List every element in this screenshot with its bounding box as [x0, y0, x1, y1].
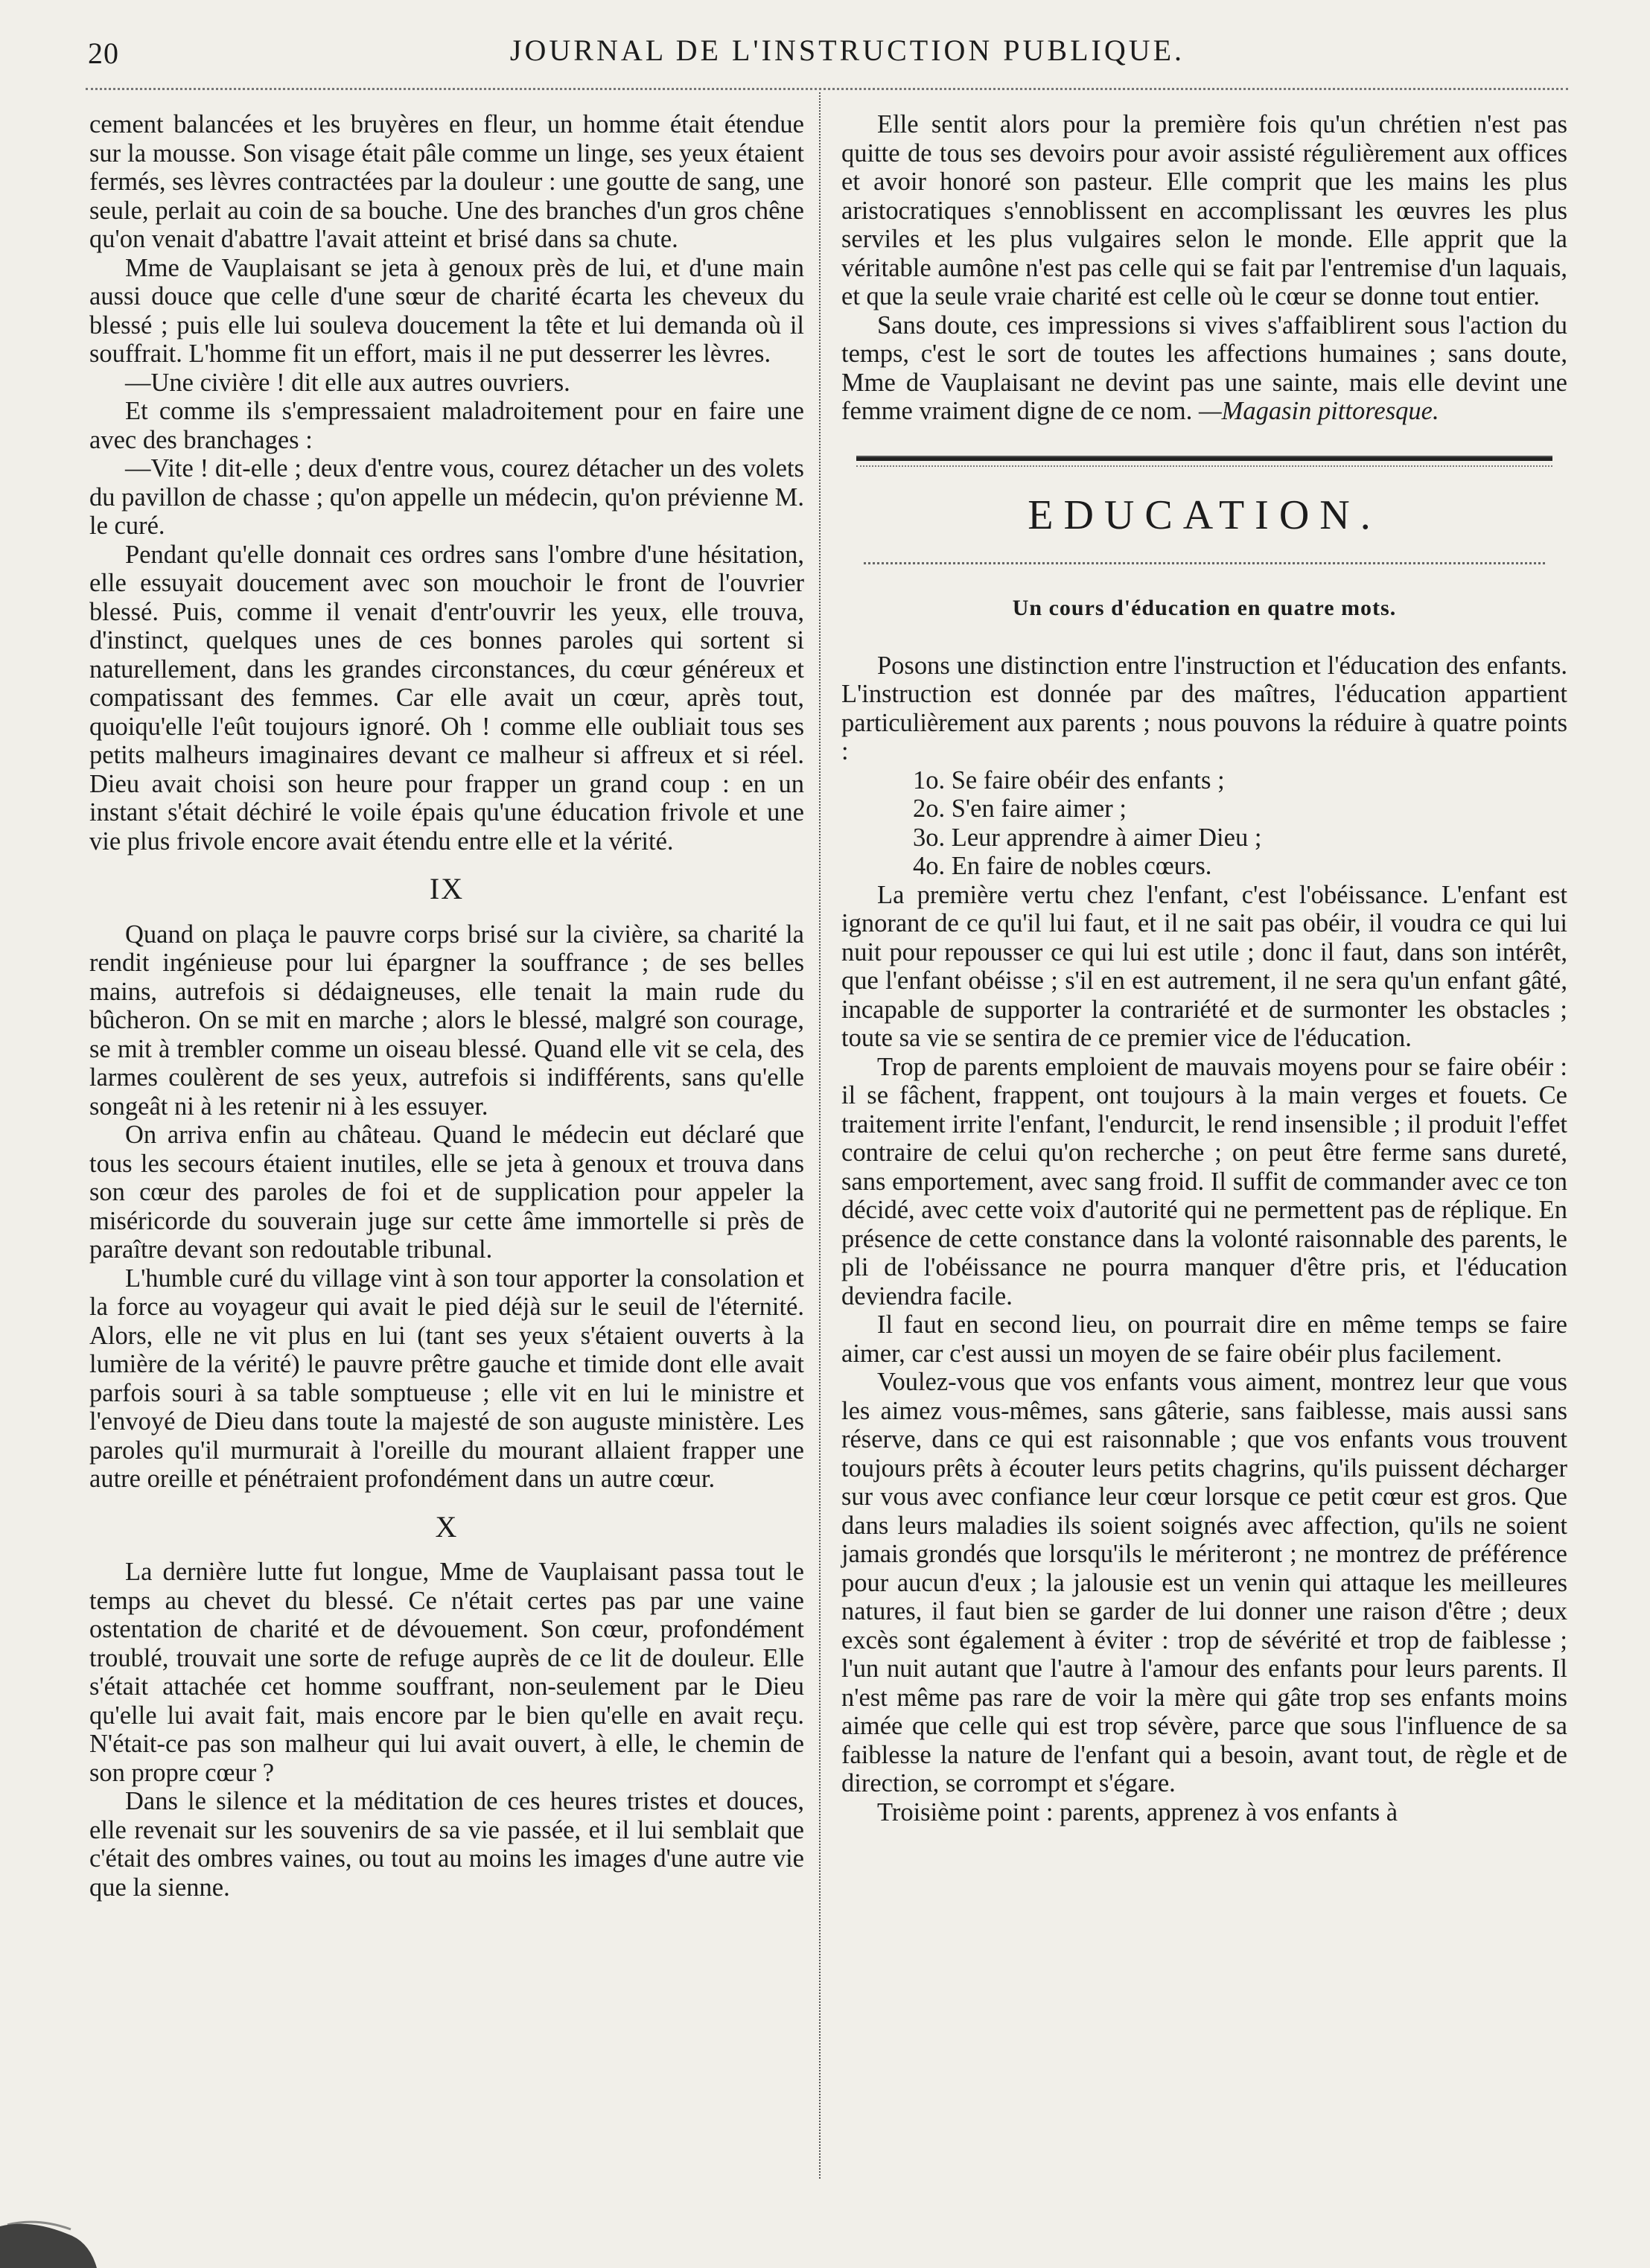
paragraph: Il faut en second lieu, on pourrait dire en même temps se faire aimer, car c'est aussi un moyen de se faire obéir plus facilement.: [841, 1310, 1567, 1368]
paragraph: L'humble curé du village vint à son tour apporter la consolation et la force au voyageur qui avait le pied déjà sur le seuil de l'éternité. Alors, elle ne vit plus en lui (tant ses yeux s'étaient ouverts à la lumière de la vérité) le pauvre prêtre gauche et timide dont elle avait parfois souri à sa table somptueuse ; elle vit en lui le ministre et l'envoyé de Dieu dans toute la majesté de son auguste ministère. Les paroles qu'il murmurait à l'oreille du mourant allaient frapper une autre oreille et pénétraient profondément dans un autre cœur.: [89, 1264, 804, 1493]
ink-smudge-mark: [0, 2197, 104, 2268]
paragraph-text: Sans doute, ces impressions si vives s'affaiblirent sous l'action du temps, c'est le sort de toutes les affections humaines ; sans doute, Mme de Vauplaisant ne devint pas une sainte, mais elle devint une femme vraiment digne de ce nom.: [841, 310, 1567, 425]
paragraph: La première vertu chez l'enfant, c'est l'obéissance. L'enfant est ignorant de ce qu'il lui faut, et il ne sait pas obéir, il voudra ce qui lui nuit pour repousser ce qui lui est utile ; donc il faut, dans son intérêt, que l'enfant obéisse ; s'il en est autrement, il ne sera qu'un enfant gâté, incapable de supporter la contrariété et de surmonter les obstacles ; toute sa vie se sentira de ce premier vice de l'éducation.: [841, 880, 1567, 1052]
title-rule: [864, 562, 1545, 564]
right-column: [841, 110, 1567, 1826]
list-item: 2o. S'en faire aimer ;: [913, 794, 1127, 823]
list-item: 4o. En faire de nobles cœurs.: [913, 852, 1212, 880]
points-list: [841, 766, 1567, 881]
paragraph: Mme de Vauplaisant se jeta à genoux près de lui, et d'une main aussi douce que celle d'une sœur de charité écarta les cheveux du blessé ; puis elle lui souleva doucement la tête et lui demanda où il souffrait. L'homme fit un effort, mais il ne put desserrer les lèvres.: [89, 253, 804, 368]
page-number: 20: [88, 36, 119, 70]
paragraph: —Une civière ! dit elle aux autres ouvriers.: [125, 368, 570, 397]
header-rule: [86, 88, 1568, 90]
paragraph: Posons une distinction entre l'instruction et l'éducation des enfants. L'instruction est donnée par des maîtres, l'éducation appartient particulièrement aux parents ; nous pouvons la réduire à quatre points :: [841, 651, 1567, 765]
paragraph: Voulez-vous que vos enfants vous aiment, montrez leur que vous les aimez vous-mêmes, sans gâterie, sans faiblesse, mais aussi sans réserve, dans ce qui est raisonnable ; que vos enfants vous trouvent toujours prêts à écouter leurs petits chagrins, qu'ils puissent décharger sur vous avec confiance leur cœur lorsque ce petit cœur est gros. Que dans leurs maladies ils soient soignés avec affection, qu'ils ne soient jamais grondés que lorsqu'ils le mériteront ; ne montrez de préférence pour aucun d'eux ; la jalousie est un venin qui attaque les meilleures natures, il faut bien se garder de lui donner une raison d'être ; deux excès sont également à éviter : trop de sévérité et trop de faiblesse ; l'un nuit autant que l'autre à l'amour des enfants pour leurs parents. Il n'est même pas rare de voir la mère qui gâte trop ses enfants moins aimée que celle qui est trop sévère, parce que sous l'influence de sa faiblesse la nature de l'enfant qui a besoin, avant tout, de règle et de direction, se corrompt et s'égare.: [841, 1368, 1567, 1797]
paragraph: —Vite ! dit-elle ; deux d'entre vous, courez détacher un des volets du pavillon de chasse ; qu'on appelle un médecin, qu'on prévienne M. le curé.: [89, 454, 804, 540]
list-item: 3o. Leur apprendre à aimer Dieu ;: [913, 823, 1262, 852]
paragraph: [841, 311, 1567, 426]
paragraph: Trop de parents emploient de mauvais moyens pour se faire obéir : il se fâchent, frappent, ont toujours à la main verges et fouets. Ce traitement irrite l'enfant, l'endurcit, le rend insensible ; il produit l'effet contraire de celui qu'on recherche ; on peut être ferme sans dureté, sans emportement, avec sang froid. Il suffit de commander avec ce ton décidé, avec cette voix d'autorité qui ne permettent pas de réplique. En présence de cette constance dans la volonté raisonnable des parents, le pli de l'obéissance ne pourra manquer d'être pris, et l'éducation deviendra facile.: [841, 1052, 1567, 1310]
section-rule-heavy: [856, 456, 1552, 461]
left-column: [89, 110, 804, 1902]
paragraph: On arriva enfin au château. Quand le médecin eut déclaré que tous les secours étaient inutiles, elle se jeta à genoux et trouva dans son cœur des paroles de foi et de supplication pour appeler la miséricorde du souverain juge sur cette âme immortelle si près de paraître devant son redoutable tribunal.: [89, 1121, 804, 1264]
running-title: JOURNAL DE L'INSTRUCTION PUBLIQUE.: [509, 34, 1185, 67]
column-divider: [819, 92, 821, 2179]
article-title: Un cours d'éducation en quatre mots.: [1012, 596, 1397, 620]
section-rule-light: [856, 465, 1552, 467]
paragraph: Elle sentit alors pour la première fois qu'un chrétien n'est pas quitte de tous ses devoirs pour avoir assisté régulièrement aux offices et avoir honoré son pasteur. Elle comprit que les mains les plus aristocratiques s'ennoblissent en accomplissant les œuvres les plus serviles et les plus vulgaires selon le monde. Elle apprit que la véritable aumône n'est pas celle qui se fait par l'entremise d'un laquais, et que la seule vraie charité est celle où le cœur se donne tout entier.: [841, 110, 1567, 310]
paragraph: Et comme ils s'empressaient maladroitement pour en faire une avec des branchages :: [89, 397, 804, 454]
source-credit: —Magasin pittoresque.: [1198, 397, 1439, 425]
paragraph: La dernière lutte fut longue, Mme de Vauplaisant passa tout le temps au chevet du blessé. Ce n'était certes pas par une vaine ostentation de charité et de dévouement. Son cœur, profondément troublé, trouvait une sorte de refuge auprès de ce lit de douleur. Elle s'était attachée cet homme souffrant, non-seulement par le Dieu qu'elle lui avait fait, mais encore par le bien qu'elle en avait reçu. N'était-ce pas son malheur qui lui avait ouvert, à elle, le chemin de son propre cœur ?: [89, 1558, 804, 1787]
paragraph: Troisième point : parents, apprenez à vos enfants à: [877, 1797, 1398, 1826]
list-item: 1o. Se faire obéir des enfants ;: [913, 765, 1225, 794]
section-title: EDUCATION.: [1028, 491, 1381, 538]
section-number-ix: IX: [429, 872, 465, 905]
section-number-x: X: [435, 1509, 459, 1544]
paragraph: Quand on plaça le pauvre corps brisé sur la civière, sa charité la rendit ingénieuse pour lui épargner la souffrance ; de ses belles mains, autrefois si dédaigneuses, elle tenait la main rude du bûcheron. On se mit en marche ; alors le blessé, malgré son courage, se mit à trembler comme un oiseau blessé. Quand elle vit se cela, des larmes coulèrent de ses yeux, autrefois si indifférents, sans qu'elle songeât ni à les retenir ni à les essuyer.: [89, 920, 804, 1121]
paragraph: Dans le silence et la méditation de ces heures tristes et douces, elle revenait sur les souvenirs de sa vie passée, et il lui semblait que c'était des ombres vaines, ou tout au moins les images d'une autre vie que la sienne.: [89, 1787, 804, 1902]
paragraph: cement balancées et les bruyères en fleur, un homme était étendue sur la mousse. Son visage était pâle comme un linge, ses yeux étaient fermés, ses lèvres contractées par la douleur : une goutte de sang, une seule, perlait au coin de sa bouche. Une des branches d'un gros chêne qu'on venait d'abattre l'avait atteint et brisé dans sa chute.: [89, 110, 804, 253]
paragraph: Pendant qu'elle donnait ces ordres sans l'ombre d'une hésitation, elle essuyait doucement avec son mouchoir le front de l'ouvrier blessé. Puis, comme il venait d'entr'ouvrir les yeux, elle trouva, d'instinct, quelques unes de ces bonnes paroles qui sortent si naturellement, dans les grandes circonstances, du cœur généreux et compatissant des femmes. Car elle avait un cœur, après tout, quoiqu'elle l'eût toujours ignoré. Oh ! comme elle oubliait tous ses petits malheurs imaginaires devant ce malheur si affreux et si réel. Dieu avait choisi son heure pour frapper un grand coup : en un instant s'était déchiré le voile épais qu'une éducation frivole et une vie plus frivole encore avait étendu entre elle et la vérité.: [89, 540, 804, 856]
